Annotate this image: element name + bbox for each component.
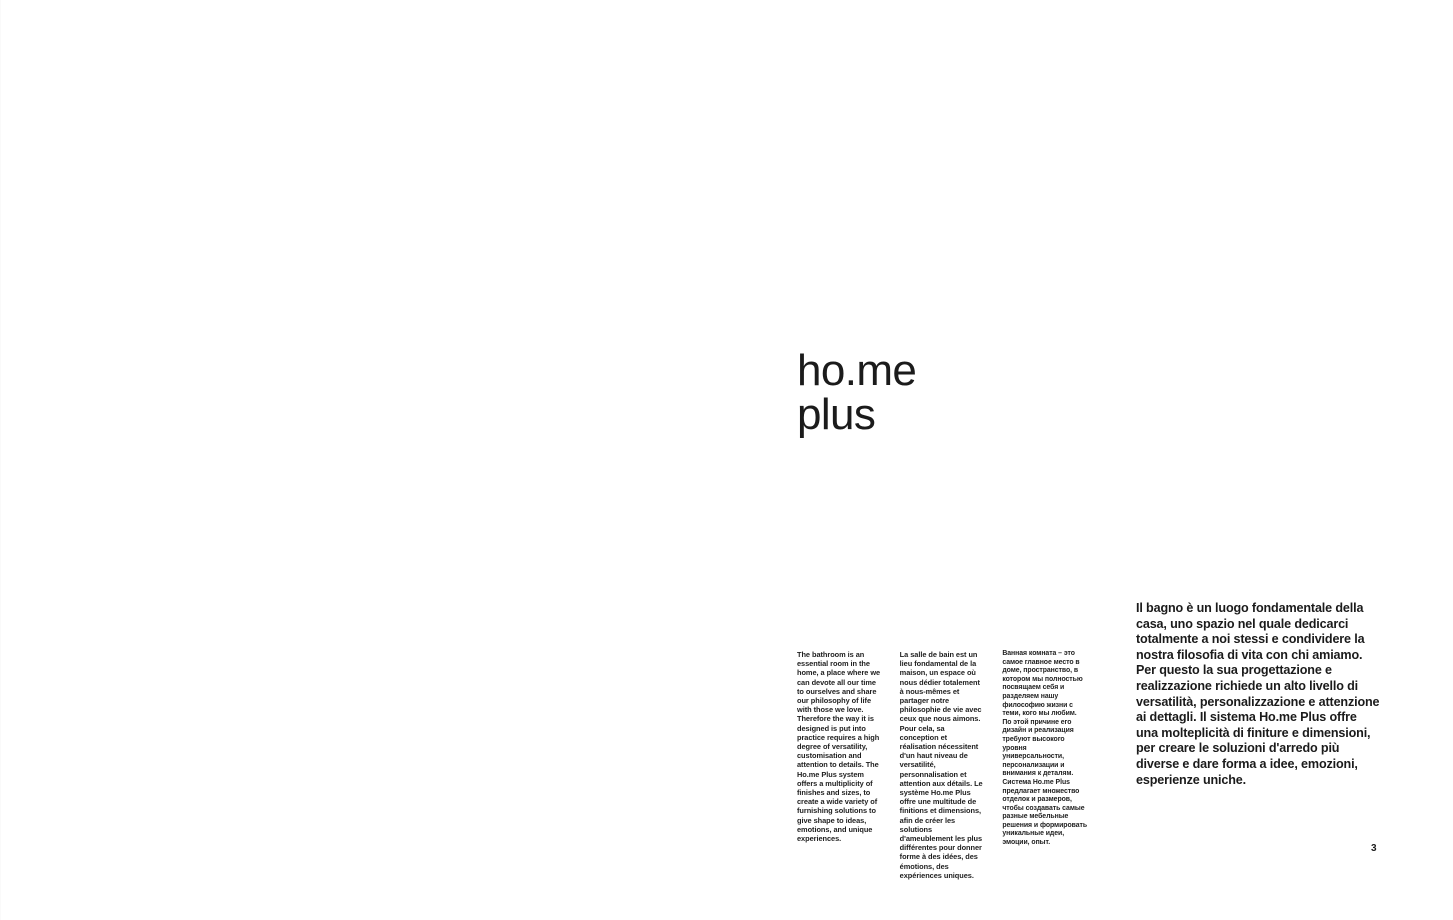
page-number: 3 xyxy=(1371,843,1377,854)
translation-column-fr xyxy=(900,650,985,880)
title-line-primary: ho.me xyxy=(797,346,917,395)
lead-paragraph-it: Il bagno è un luogo fondamentale della casa, uno spazio nel quale dedicarci totalmente a noi stessi e condividere la nostra filosofia di vita con chi amiamo. Per questo la sua progettazione e realizzazione richiede un alto livello di versatilità, personalizzazione e attenzione ai dettagli. Il sistema Ho.me Plus offre una molteplicità di finiture e dimensioni, per creare le soluzioni d'arredo più diverse e dare forma a idee, emozioni, esperienze uniche. xyxy=(1136,601,1380,787)
page-title xyxy=(797,346,1137,439)
translation-column-en xyxy=(797,650,882,880)
translation-text-ru: Ванная комната – это самое главное место в доме, пространство, в котором мы полностью посвящаем себя и разделяем нашу философию жизни с теми, кого мы любим. По этой причине его дизайн и реализация требуют высокого уровня универсальности, персонализации и внимания к деталям. Система Ho.me Plus предлагает множество отделок и размеров, чтобы создавать самые разные мебельные решения и формировать уникальные идеи, эмоции, опыт. xyxy=(1002,650,1087,847)
translation-columns xyxy=(797,650,1087,880)
page-gutter xyxy=(0,0,1,920)
translation-text-en: The bathroom is an essential room in the home, a place where we can devote all our time to ourselves and share our philosophy of life with those we love. Therefore the way it is designed is put into practice requires a high degree of versatility, customisation and attention to details. The Ho.me Plus system offers a multiplicity of finishes and sizes, to create a wide variety of furnishing solutions to give shape to ideas, emotions, and unique experiences. xyxy=(797,650,881,844)
translation-column-ru xyxy=(1002,650,1087,880)
title-line-secondary: plus xyxy=(797,390,876,439)
translation-text-fr: La salle de bain est un lieu fondamental de la maison, un espace où nous dédier totalement à nous-mêmes et partager notre philosophie de vie avec ceux que nous aimons. Pour cela, sa conception et réalisation nécessitent d'un haut niveau de versatilité, personnalisation et attention aux détails. Le système Ho.me Plus offre une multitude de finitions et dimensions, afin de créer les solutions d'ameublement les plus différentes pour donner forme à des idées, des émotions, des expériences uniques. xyxy=(899,650,983,880)
